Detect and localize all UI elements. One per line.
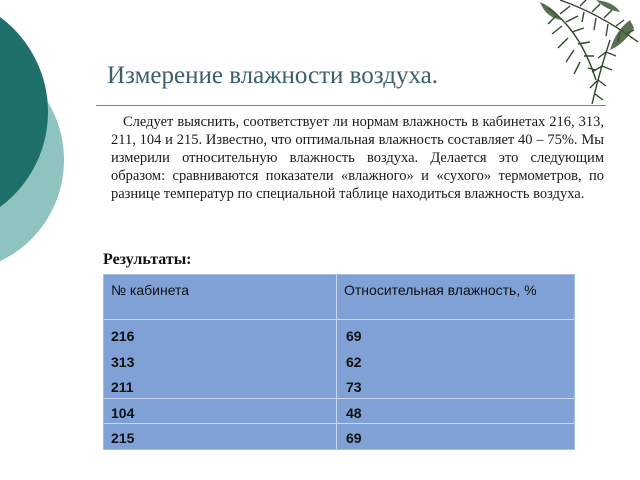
cell-humidity: 69 bbox=[346, 430, 362, 446]
row-divider bbox=[104, 398, 574, 399]
header-relative-humidity: Относительная влажность, % bbox=[344, 282, 537, 298]
header-room-number: № кабинета bbox=[111, 282, 190, 298]
results-label: Результаты: bbox=[103, 251, 192, 268]
slide-body-text: Следует выяснить, соответствует ли нормам влажность в кабинетах 216, 313, 211, 104 и 215. Известно, что оптимальная влажность составляет 40 – 75%. Мы измерили относительную влажность воздуха. Делается это следующим образом: сравниваются показатели «влажного» и «сухого» термометров, по разнице температур по специальной таблице находиться влажность воздуха. bbox=[111, 114, 604, 202]
cell-room: 104 bbox=[111, 405, 135, 421]
cell-humidity: 69 bbox=[346, 328, 362, 344]
cell-humidity: 48 bbox=[346, 405, 362, 421]
row-divider bbox=[104, 319, 574, 320]
row-divider bbox=[104, 423, 574, 424]
cell-humidity: 62 bbox=[346, 354, 362, 370]
cell-room: 216 bbox=[111, 328, 135, 344]
cell-room: 215 bbox=[111, 430, 135, 446]
slide-title: Измерение влажности воздуха. bbox=[107, 62, 438, 89]
cell-room: 313 bbox=[111, 354, 135, 370]
cell-room: 211 bbox=[111, 379, 134, 395]
cell-humidity: 73 bbox=[346, 379, 362, 395]
results-table bbox=[103, 274, 575, 450]
palm-leaf-icon bbox=[548, 0, 638, 104]
title-divider bbox=[96, 105, 606, 106]
